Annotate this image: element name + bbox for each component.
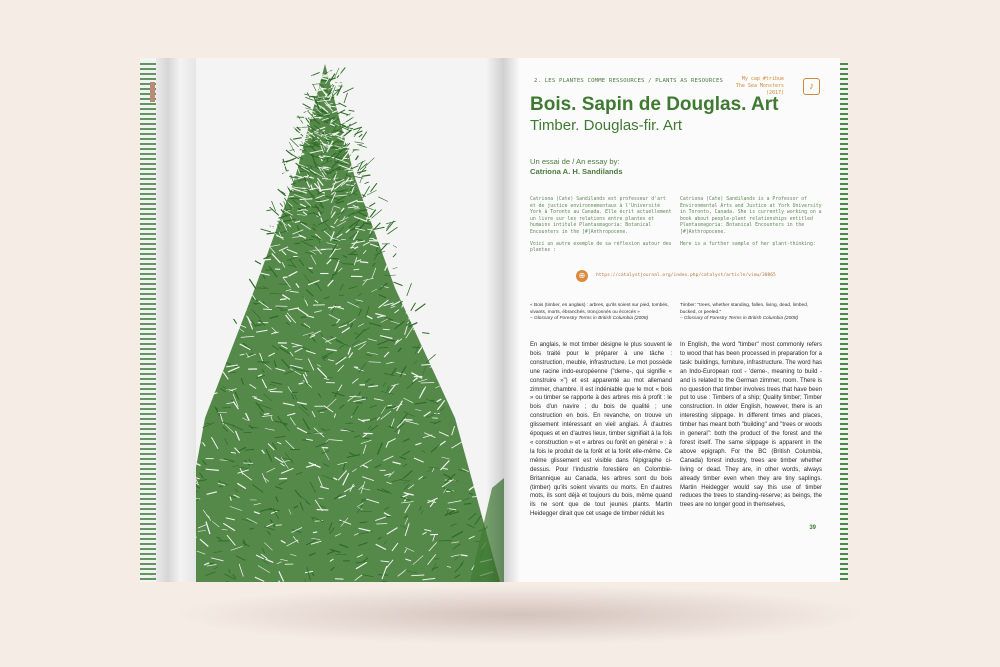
body-french: En anglais, le mot timber désigne le plus souvent le bois traité pour le préparer à une tâche : construction, meuble, infrastructure. Le mot possède une racine indo-européenne ("deme-, qui signifie « construire »") et est apparenté au mot allemand zimmer, chambre. Il est indéniable que le mot « bois » ou timber se rapporte à des arbres mis à profit : le bois d'un navire ; du bois de qualité ; une construction en bois. En revanche, on trouve un glissement intéressant en vieil anglais. À d'autres époques et en d'autres lieux, timber signifiait à la fois « construction » et « arbres ou forêt en général » : à la fois le produit de la forêt et la forêt elle-même. Ce même glissement est visible dans l'épigraphe ci-dessus. Pour l'industrie forestière en Colombie-Britannique au Canada, les arbres sont du bois (timber) qu'ils soient vivants ou morts. En d'autres mots, ils sont déjà et toujours du bois, même quand ils ne sont que de tout jeunes plants. Martin Heidegger dirait que cet usage de timber réduit les <box>530 342 672 518</box>
needle-stroke <box>367 197 371 205</box>
needle-stroke <box>359 134 363 137</box>
corner-note-line: The Sea Monsters <box>735 83 784 90</box>
needle-stroke <box>381 201 389 207</box>
needle-stroke <box>393 245 397 247</box>
needle-stroke <box>375 181 382 184</box>
needle-stroke <box>383 329 390 330</box>
needle-stroke <box>343 88 354 93</box>
needle-stroke <box>280 299 286 300</box>
intro-english-bio: Catriona (Cate) Sandilands is a Professor of Environmental Arts and Justice at York University in Toronto, Canada. She is currently working on a book about people-plant relationships entitled Plantasmagoria: Botanical Encounters in the [#]Anthropocene. <box>680 197 822 235</box>
intro-french <box>530 197 672 260</box>
needle-stroke <box>370 210 376 217</box>
essay-byline <box>530 157 623 177</box>
needle-stroke <box>319 115 327 116</box>
needle-stroke <box>297 127 309 128</box>
needle-stroke <box>362 175 370 176</box>
needle-stroke <box>353 119 365 122</box>
title-english: Timber. Douglas-fir. Art <box>530 117 682 134</box>
needle-stroke <box>355 142 364 144</box>
needle-stroke <box>415 304 425 311</box>
needle-stroke <box>231 452 236 453</box>
needle-stroke <box>356 156 359 160</box>
needle-stroke <box>300 199 313 200</box>
needle-stroke <box>349 110 355 111</box>
needle-stroke <box>383 215 388 220</box>
needle-stroke <box>274 209 278 210</box>
needle-stroke <box>346 95 357 103</box>
epigraph-source: – Glossary of Forestry Terms in British Columbia (2008) <box>530 316 649 322</box>
epigraph-text: « Bois (timber, en anglais) : arbres, qu'ils soient sur pied, tombés, vivants, morts, ébranchés, tronçonnés ou écorcés » <box>530 303 669 315</box>
needle-stroke <box>426 354 436 362</box>
needle-stroke <box>393 248 405 250</box>
needle-stroke <box>213 379 217 384</box>
page-edge-strip <box>140 60 156 580</box>
needle-stroke <box>422 335 434 337</box>
needle-stroke <box>352 118 357 120</box>
needle-stroke <box>280 203 283 207</box>
needle-stroke <box>313 532 317 533</box>
needle-stroke <box>402 298 407 299</box>
tree-silhouette <box>175 64 500 582</box>
needle-stroke <box>401 280 415 282</box>
needle-stroke <box>264 218 270 220</box>
needle-stroke <box>402 298 406 308</box>
epigraph-text: Timber: "trees, whether standing, fallen, living, dead, limbed, bucked, or peeled." <box>680 303 809 315</box>
book-gutter <box>486 58 520 582</box>
title-french: Bois. Sapin de Douglas. Art <box>530 94 779 115</box>
needle-stroke <box>407 283 412 296</box>
needle-stroke <box>386 221 394 231</box>
needle-stroke <box>291 175 295 185</box>
right-page-edge <box>840 62 848 580</box>
needle-stroke <box>422 333 429 334</box>
needle-stroke <box>443 469 448 470</box>
needle-stroke <box>386 221 396 224</box>
needle-stroke <box>378 197 388 202</box>
needle-stroke <box>368 151 373 163</box>
needle-stroke <box>350 152 354 155</box>
needle-stroke <box>263 309 272 310</box>
needle-stroke <box>359 145 367 147</box>
body-english: In English, the word "timber" most commonly refers to wood that has been processed in preparation for a task: buildings, furniture, infrastructure. The word has an Indo-European root - 'deme-, meaning to build - and is related to the German zimmer, room. There is no question that timber involves trees that have been put to use : Timbers of a ship; Quality timber; Timber construction. In older English, however, there is an interesting slippage. In different times and places, timber has meant both "building" and "trees or woods in general": both the product of the forest and the forest itself. The same slippage is apparent in the above epigraph. For the BC (British Columbia, Canada) forest industry, trees are timber whether living or dead. They are, in other words, always already timber even when they are tiny saplings. Martin Heidegger would say this use of timber reduces the trees to standing-reserve; as beings, the trees are no longer good in themselves, <box>680 342 822 509</box>
needle-stroke <box>413 326 417 330</box>
needle-stroke <box>380 243 388 251</box>
intro-english <box>680 197 822 253</box>
needle-stroke <box>270 391 283 392</box>
needle-stroke <box>280 172 287 173</box>
corner-note-line: My cap #tribue <box>741 76 784 82</box>
needle-stroke <box>242 303 247 311</box>
needle-stroke <box>317 510 329 511</box>
needle-stroke <box>403 269 411 276</box>
right-page <box>504 58 840 582</box>
needle-stroke <box>262 231 269 237</box>
author-name: Catriona A. H. Sandilands <box>530 167 623 176</box>
needle-stroke <box>388 227 398 234</box>
needle-stroke <box>362 398 368 399</box>
needle-stroke <box>464 503 471 504</box>
globe-icon: ⊕ <box>576 270 588 282</box>
needle-stroke <box>381 236 391 240</box>
needle-stroke <box>376 524 387 525</box>
needle-stroke <box>234 319 237 324</box>
needle-stroke <box>354 367 358 368</box>
book-shadow <box>170 585 870 645</box>
needle-stroke <box>281 175 286 177</box>
needle-stroke <box>266 220 274 230</box>
needle-stroke <box>357 144 362 145</box>
intro-french-bio: Catriona (Cate) Sandilands est professeur d'art et de justice environnementaux à l'Université York à Toronto au Canada. Elle écrit actuellement un livre sur les relations entre plantes et humains intitulé Plantasmagoria: Botanical Encounters in the [#]Anthropocene. <box>530 197 672 235</box>
needle-stroke <box>310 83 312 88</box>
needle-stroke <box>293 138 302 140</box>
epigraph-source: – Glossary of Forestry Terms in British Columbia (2008) <box>680 316 799 322</box>
needle-stroke <box>369 220 381 221</box>
needle-stroke <box>361 132 367 141</box>
needle-stroke <box>249 279 256 289</box>
corner-note-line: (2017) <box>765 90 784 97</box>
needle-stroke <box>422 326 425 330</box>
needle-stroke <box>303 106 307 112</box>
bookmark-tab <box>150 82 155 102</box>
intro-english-lead: Here is a further sample of her plant-thinking: <box>680 241 816 247</box>
needle-stroke <box>348 127 352 128</box>
needle-stroke <box>255 261 261 264</box>
needle-stroke <box>393 267 398 269</box>
needle-stroke <box>421 383 435 384</box>
needle-stroke <box>257 242 268 247</box>
epigraph-english <box>680 303 822 323</box>
page-number: 39 <box>809 525 816 531</box>
needle-stroke <box>371 169 381 173</box>
needle-stroke <box>281 165 284 168</box>
needle-stroke <box>394 282 403 286</box>
needle-stroke <box>283 277 288 278</box>
needle-stroke <box>311 72 319 75</box>
essay-label: Un essai de / An essay by: <box>530 157 620 166</box>
needle-stroke <box>409 312 422 314</box>
page-edges <box>156 58 196 582</box>
needle-stroke <box>350 158 359 160</box>
needle-stroke <box>369 203 375 207</box>
epigraph-french <box>530 303 672 323</box>
link-url[interactable]: https://catalystjournal.org/index.php/catalyst/article/view/30865 <box>596 273 776 278</box>
needle-stroke <box>348 254 358 255</box>
needle-stroke <box>361 420 370 421</box>
music-note-icon: ♪ <box>803 78 820 95</box>
chapter-label: 2. LES PLANTES COMME RESSOURCES / PLANTS AS RESOURCES <box>534 78 724 84</box>
needle-stroke <box>376 187 383 188</box>
needle-stroke <box>378 189 390 196</box>
needle-stroke <box>378 347 388 348</box>
intro-french-lead: Voici un autre exemple de sa réflexion autour des plantes : <box>530 241 672 254</box>
